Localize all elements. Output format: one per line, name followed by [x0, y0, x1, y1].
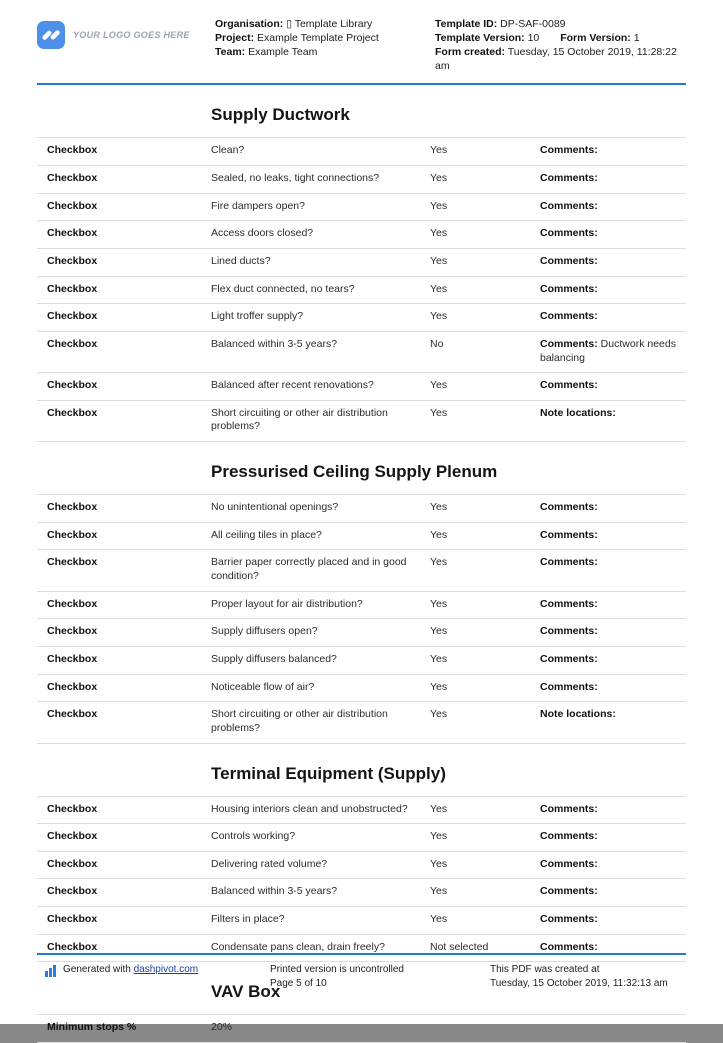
org-block [215, 18, 435, 60]
table-row [37, 400, 686, 441]
project-value: Example Template Project [257, 31, 379, 44]
row-answer: Yes [430, 144, 448, 157]
row-question: Supply diffusers open? [211, 625, 318, 638]
template-id-value: DP-SAF-0089 [500, 18, 566, 30]
team-line [215, 46, 435, 60]
row-answer: Yes [430, 556, 448, 569]
table-row [37, 137, 686, 165]
row-label: Checkbox [47, 940, 98, 953]
row-question: All ceiling tiles in place? [211, 528, 322, 541]
row-question: Short circuiting or other air distribution problems? [211, 708, 388, 734]
row-answer: Yes [430, 255, 448, 267]
row-question: Balanced within 3-5 years? [211, 337, 338, 350]
row-comment-label: Comments: [540, 227, 598, 240]
row-question: 20% [211, 1021, 233, 1034]
row-comment [540, 1021, 686, 1035]
table-row [37, 906, 686, 934]
section-title: Pressurised Ceiling Supply Plenum [211, 462, 498, 482]
table-row [37, 823, 686, 851]
row-label: Checkbox [47, 501, 98, 514]
row-label: Checkbox [47, 172, 98, 185]
row-label: Checkbox [47, 227, 98, 240]
bar-chart-icon [45, 965, 57, 977]
row-label: Checkbox [47, 885, 98, 898]
dashpivot-link[interactable]: dashpivot.com [133, 964, 199, 975]
row-comment [540, 310, 686, 324]
row-comment-value: Ductwork needs balancing [540, 337, 676, 364]
document-footer [37, 953, 686, 990]
row-comment [540, 858, 686, 872]
table-row [37, 549, 686, 590]
pdf-created-label: This PDF was created at [490, 964, 600, 975]
sections [37, 105, 686, 1043]
row-comment [540, 501, 686, 515]
row-answer: Not selected [430, 940, 489, 953]
row-comment [540, 379, 686, 393]
table-row [37, 522, 686, 550]
table-row [37, 591, 686, 619]
row-label: Checkbox [47, 597, 98, 610]
table-row [37, 303, 686, 331]
pdf-created-timestamp: Tuesday, 15 October 2019, 11:32:13 am [490, 977, 668, 989]
row-comment-label: Note locations: [540, 708, 616, 721]
row-question: Fire dampers open? [211, 199, 305, 212]
table-row [37, 878, 686, 906]
footer-generated [37, 963, 270, 990]
header-divider [37, 83, 686, 85]
row-question: Clean? [211, 144, 245, 157]
table-row [37, 193, 686, 221]
row-comment [540, 913, 686, 927]
project-line [215, 32, 435, 46]
logo [37, 18, 215, 49]
organisation-line [215, 18, 435, 32]
row-comment [540, 625, 686, 639]
row-comment-label: Comments: [540, 885, 598, 898]
row-question: Housing interiors clean and unobstructed? [211, 802, 408, 815]
row-question: Light troffer supply? [211, 310, 304, 323]
row-answer: Yes [430, 680, 448, 693]
row-question: Sealed, no leaks, tight connections? [211, 172, 380, 185]
versions-line [435, 32, 686, 46]
row-label: Checkbox [47, 406, 98, 419]
section-title: Supply Ductwork [211, 105, 350, 125]
row-comment-label: Comments: [540, 830, 598, 843]
form-created-value: Tuesday, 15 October 2019, 11:28:22 am [435, 45, 677, 72]
row-question: Lined ducts? [211, 255, 271, 267]
row-comment-label: Comments: [540, 501, 598, 514]
row-answer: Yes [430, 172, 448, 185]
row-comment [540, 144, 686, 158]
row-label: Checkbox [47, 830, 98, 843]
row-comment [540, 830, 686, 844]
row-question: Filters in place? [211, 913, 285, 926]
template-version-label: Template Version: [435, 31, 525, 44]
organisation-value: ▯ Template Library [286, 18, 373, 30]
row-label: Checkbox [47, 680, 98, 693]
row-comment [540, 885, 686, 899]
row-question: Delivering rated volume? [211, 857, 328, 870]
row-comment-label: Note locations: [540, 406, 616, 419]
row-comment-label: Comments: [540, 625, 598, 638]
row-label: Checkbox [47, 652, 98, 665]
row-question: No unintentional openings? [211, 501, 339, 514]
row-answer: Yes [430, 501, 448, 514]
row-comment-label: Comments: [540, 144, 598, 157]
table-row [37, 674, 686, 702]
template-id-line [435, 18, 686, 32]
table-row [37, 1014, 686, 1042]
table-row [37, 851, 686, 879]
checklist-section [37, 462, 686, 743]
checklist-section [37, 105, 686, 442]
row-comment [540, 255, 686, 269]
row-answer: Yes [430, 913, 448, 926]
template-id-label: Template ID: [435, 18, 498, 30]
team-value: Example Team [248, 45, 318, 58]
row-comment [540, 803, 686, 817]
row-label: Checkbox [47, 337, 98, 350]
table-row [37, 372, 686, 400]
row-answer: No [430, 337, 444, 350]
row-label: Checkbox [47, 282, 98, 295]
row-answer: Yes [430, 708, 448, 721]
row-question: Condensate pans clean, drain freely? [211, 940, 385, 953]
row-label: Checkbox [47, 310, 98, 323]
row-label: Checkbox [47, 199, 98, 212]
row-comment [540, 529, 686, 543]
project-label: Project: [215, 31, 255, 44]
generated-with-text [63, 963, 198, 977]
footer-created-at [490, 963, 668, 990]
row-comment-label: Comments: [540, 802, 598, 815]
team-label: Team: [215, 45, 246, 58]
logo-placeholder-text: YOUR LOGO GOES HERE [73, 30, 190, 40]
uncontrolled-note: Printed version is uncontrolled [270, 964, 404, 975]
footer-divider [37, 953, 686, 955]
page-number: Page 5 of 10 [270, 977, 327, 989]
footer-columns [37, 963, 686, 990]
organisation-label: Organisation: [215, 18, 284, 30]
row-label: Checkbox [47, 857, 98, 870]
row-comment-label: Comments: [540, 652, 598, 665]
row-answer: Yes [430, 406, 448, 419]
row-question: Balanced after recent renovations? [211, 379, 374, 392]
row-comment [540, 407, 686, 434]
table-row [37, 276, 686, 304]
row-comment-label: Comments: [540, 337, 598, 350]
row-comment-label: Comments: [540, 282, 598, 295]
row-answer: Yes [430, 379, 448, 392]
row-comment [540, 556, 686, 583]
row-answer: Yes [430, 597, 448, 610]
row-comment-label: Comments: [540, 310, 598, 323]
table-row [37, 494, 686, 522]
row-comment [540, 598, 686, 612]
row-comment [540, 708, 686, 735]
row-label: Checkbox [47, 913, 98, 926]
table-row [37, 165, 686, 193]
form-created-line [435, 46, 686, 74]
row-answer: Yes [430, 310, 448, 323]
footer-center [270, 963, 490, 990]
row-comment-label: Comments: [540, 680, 598, 693]
template-version-value: 10 [527, 31, 540, 44]
row-comment-label: Comments: [540, 199, 598, 212]
table-row [37, 646, 686, 674]
row-comment [540, 338, 686, 365]
row-label: Checkbox [47, 255, 98, 267]
section-rows [37, 137, 686, 442]
row-answer: Yes [430, 830, 448, 843]
row-comment-label: Comments: [540, 528, 598, 541]
row-comment [540, 283, 686, 297]
row-answer [430, 1021, 540, 1035]
row-answer: Yes [430, 652, 448, 665]
table-row [37, 796, 686, 824]
checklist-section [37, 982, 686, 1043]
table-row [37, 618, 686, 646]
form-created-label: Form created: [435, 45, 506, 58]
row-answer: Yes [430, 802, 448, 815]
row-label: Checkbox [47, 708, 98, 721]
row-question: Proper layout for air distribution? [211, 597, 363, 610]
row-label: Checkbox [47, 802, 98, 815]
form-version-label: Form Version: [560, 31, 631, 44]
row-comment-label: Comments: [540, 172, 598, 185]
row-label: Minimum stops % [47, 1021, 137, 1034]
form-version-value: 1 [633, 31, 640, 44]
section-title: Terminal Equipment (Supply) [211, 763, 446, 783]
row-answer: Yes [430, 282, 448, 295]
row-answer: Yes [430, 625, 448, 638]
table-row [37, 220, 686, 248]
row-comment-label: Comments: [540, 556, 598, 569]
row-question: Barrier paper correctly placed and in good condition? [211, 556, 407, 583]
row-question: Controls working? [211, 830, 296, 843]
row-question: Access doors closed? [211, 227, 314, 240]
row-comment [540, 681, 686, 695]
table-row [37, 701, 686, 742]
document-header [37, 18, 686, 73]
row-label: Checkbox [47, 625, 98, 638]
row-question: Noticeable flow of air? [211, 680, 315, 693]
row-answer: Yes [430, 199, 448, 212]
section-rows [37, 494, 686, 743]
row-comment-label: Comments: [540, 255, 598, 267]
row-answer: Yes [430, 857, 448, 870]
row-question: Flex duct connected, no tears? [211, 282, 355, 295]
section-rows [37, 796, 686, 963]
row-label: Checkbox [47, 528, 98, 541]
row-label: Checkbox [47, 556, 98, 569]
company-logo-icon [37, 21, 65, 49]
row-label: Checkbox [47, 379, 98, 392]
row-comment [540, 227, 686, 241]
section-title: VAV Box [211, 982, 281, 1002]
row-comment-label: Comments: [540, 857, 598, 870]
row-answer: Yes [430, 885, 448, 898]
row-comment [540, 200, 686, 214]
checklist-section [37, 764, 686, 963]
table-row [37, 248, 686, 276]
row-comment-label: Comments: [540, 379, 598, 392]
row-question: Balanced within 3-5 years? [211, 885, 338, 898]
row-answer: Yes [430, 227, 448, 240]
row-comment-label: Comments: [540, 913, 598, 926]
template-meta-block [435, 18, 686, 73]
row-comment [540, 653, 686, 667]
row-comment-label: Comments: [540, 597, 598, 610]
generated-prefix: Generated with [63, 964, 134, 975]
row-comment [540, 172, 686, 186]
row-answer: Yes [430, 528, 448, 541]
section-rows [37, 1014, 686, 1043]
row-comment-label: Comments: [540, 940, 598, 953]
row-question: Short circuiting or other air distribution problems? [211, 406, 388, 433]
row-label: Checkbox [47, 144, 98, 157]
table-row [37, 331, 686, 372]
row-question: Supply diffusers balanced? [211, 652, 337, 665]
